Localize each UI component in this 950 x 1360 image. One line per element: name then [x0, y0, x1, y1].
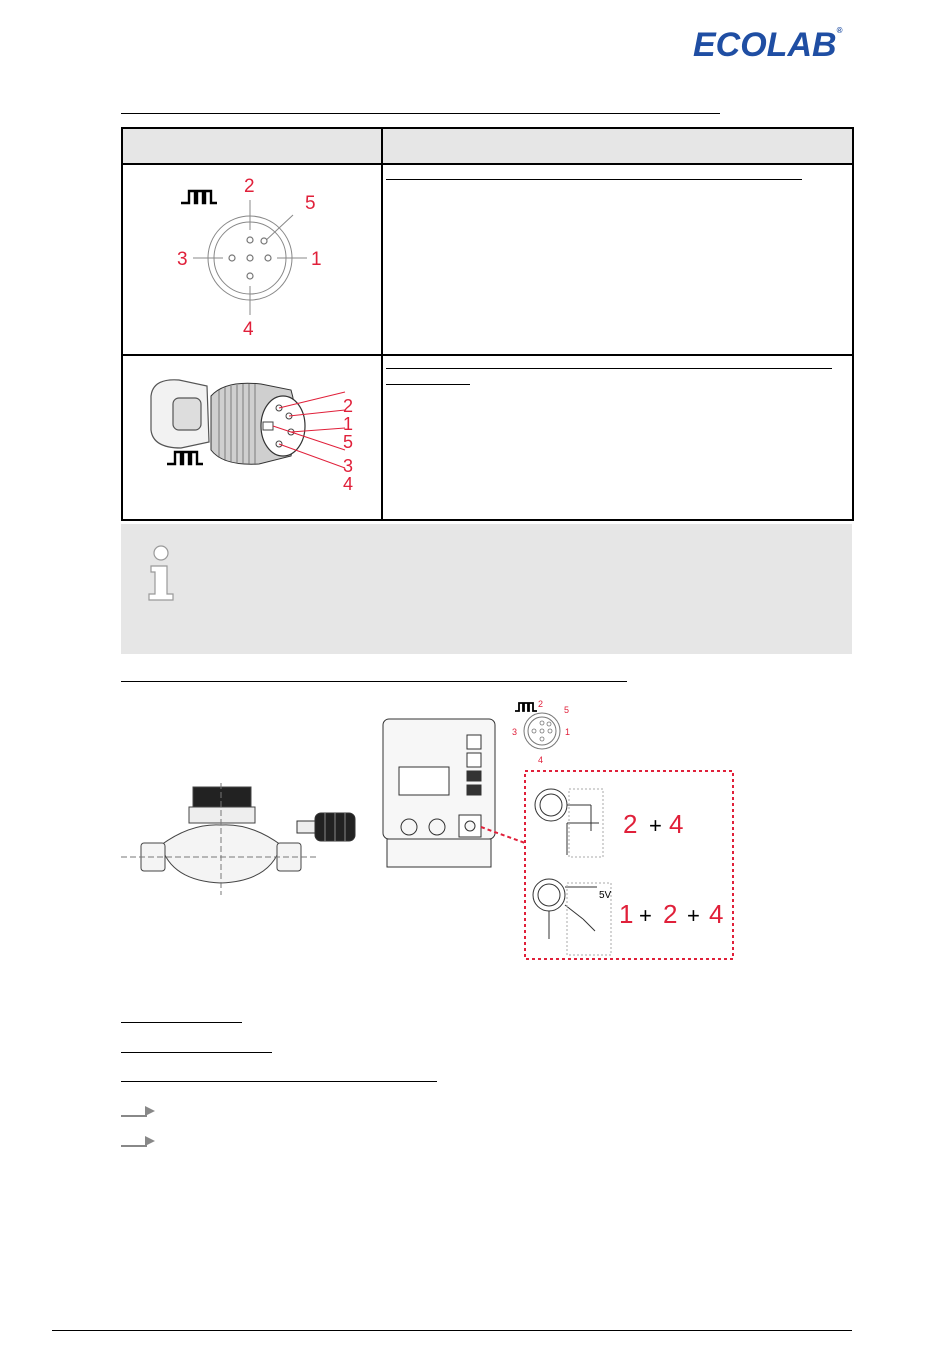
- table-row: [122, 355, 853, 520]
- pulse-signal-icon: [181, 191, 217, 203]
- diagram-heading-rule: [121, 681, 627, 682]
- pin-label-5: 5: [343, 432, 354, 452]
- step-arrow-icon: [121, 1134, 157, 1148]
- pin-label-3: 3: [343, 456, 354, 476]
- table-header-cell-diagram: [122, 128, 382, 164]
- pin-label: 1: [565, 727, 571, 737]
- wiring-b-pin: 4: [709, 899, 724, 929]
- step-arrow-icon: [121, 1104, 157, 1118]
- logo-text: ECOLAB: [693, 26, 837, 64]
- logo-registered-mark: ®: [836, 26, 843, 35]
- pin-label-1: 1: [343, 414, 354, 434]
- wiring-b-pin: 2: [663, 899, 678, 929]
- pump-controller-illustration: [383, 719, 495, 867]
- pin-label: 4: [538, 755, 544, 765]
- reference-rule: [121, 1081, 437, 1082]
- connector-front-view-diagram: [123, 165, 379, 349]
- pin-label-2: 2: [343, 396, 354, 416]
- pin-label-3: 3: [177, 249, 188, 270]
- pulse-signal-icon: [167, 452, 203, 464]
- wiring-b-plus: +: [639, 903, 652, 928]
- wiring-a-pin: 4: [669, 809, 684, 839]
- reference-rule: [121, 1022, 242, 1023]
- connector-front-view-description: [382, 164, 853, 355]
- water-meter-illustration: [121, 783, 317, 895]
- wiring-b-pin: 1: [619, 899, 634, 929]
- description-text-rule: [386, 384, 470, 385]
- pin-label: 5: [564, 705, 570, 715]
- ecolab-logo: [693, 26, 842, 65]
- pin-label-5: 5: [305, 193, 316, 214]
- wiring-a-plus: +: [649, 813, 662, 838]
- connector-plug-view-cell: [122, 355, 382, 520]
- pin-label-2: 2: [244, 176, 255, 197]
- table-header-row: [122, 128, 853, 164]
- cable-plug-illustration: [297, 813, 355, 841]
- reference-rule: [121, 1052, 272, 1053]
- description-text-rule: [386, 368, 832, 369]
- connector-plug-diagram: [123, 356, 379, 514]
- wiring-b-plus: +: [687, 903, 700, 928]
- connector-front-view-cell: [122, 164, 382, 355]
- table-row: [122, 164, 853, 355]
- description-text-rule: [386, 179, 802, 180]
- connector-table: [121, 127, 854, 521]
- voltage-label: 5V: [599, 890, 612, 901]
- connector-plug-description: [382, 355, 853, 520]
- info-note-box: [121, 524, 852, 654]
- pin-label-1: 1: [311, 249, 322, 270]
- wiring-a-pin: 2: [623, 809, 638, 839]
- water-meter-wiring-diagram: [121, 695, 741, 965]
- footer-rule: [52, 1330, 852, 1331]
- table-header-cell-description: [382, 128, 853, 164]
- pulse-signal-icon: [515, 703, 537, 711]
- pin-label-4: 4: [243, 319, 254, 340]
- pin-label: 2: [538, 699, 544, 709]
- section-heading-rule: [121, 113, 720, 114]
- wiring-variant-a: [535, 789, 603, 857]
- pin-label: 3: [512, 727, 518, 737]
- pin-label-4: 4: [343, 474, 354, 494]
- info-icon: [143, 544, 179, 604]
